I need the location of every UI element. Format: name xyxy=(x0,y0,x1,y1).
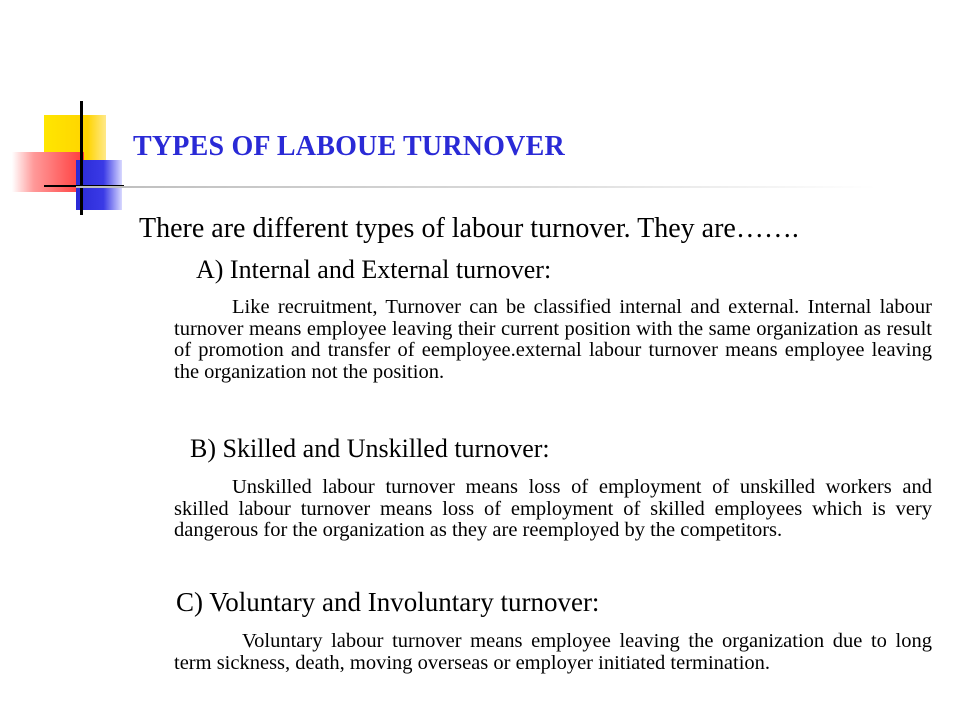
section-heading-voluntary-involuntary: C) Voluntary and Involuntary turnover: xyxy=(176,587,600,617)
section-body-voluntary-involuntary: Voluntary labour turnover means employee leaving the organization due to long term sickness, death, moving overseas or employer initiated termination. xyxy=(174,630,932,674)
title-divider xyxy=(76,186,876,188)
intro-text: There are different types of labour turnover. They are……. xyxy=(139,213,799,244)
section-heading-internal-external: A) Internal and External turnover: xyxy=(196,255,552,284)
section-body-internal-external: Like recruitment, Turnover can be classified internal and external. Internal labour turnover means employee leaving their current position with the same organization as result of promotion and transfer of eemployee.external labour turnover means employee leaving the organization not the position. xyxy=(174,296,932,383)
slide-title: TYPES OF LABOUE TURNOVER xyxy=(133,131,565,162)
vertical-line-decoration xyxy=(80,101,83,215)
section-body-skilled-unskilled: Unskilled labour turnover means loss of employment of unskilled workers and skilled labour turnover means loss of employment of skilled employees which is very dangerous for the organization as they are reemployed by the competitors. xyxy=(174,476,932,541)
section-heading-skilled-unskilled: B) Skilled and Unskilled turnover: xyxy=(190,434,550,463)
